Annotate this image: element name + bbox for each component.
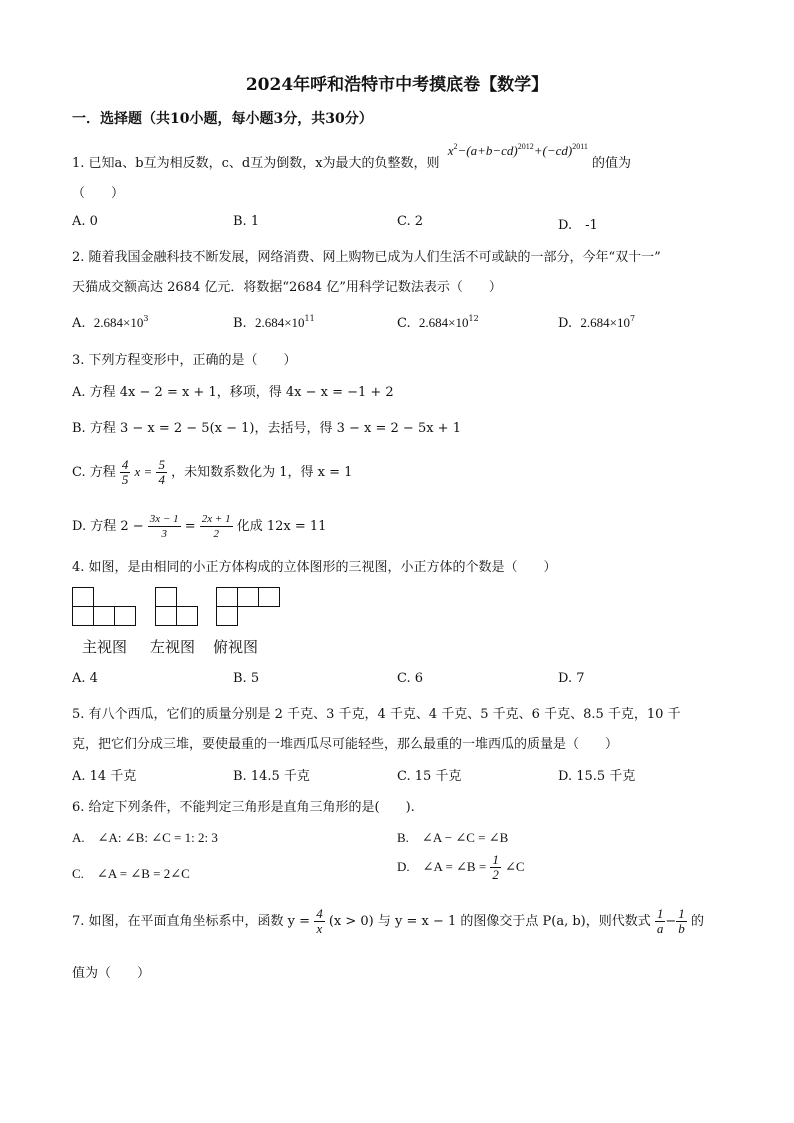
fraction: $\frac{1}{a}$	[656, 906, 664, 936]
q2-line-2: 天猫成交额高达 2684 亿元．将数据“2684 亿”用科学记数法表示（ ）	[72, 280, 502, 295]
q5-option-d: D. 15.5 千克	[558, 769, 636, 784]
q4-option-c: C. 6	[397, 671, 424, 686]
q3-option-c: C. 方程 $\frac{4}{5}$ x = $\frac{5}{4}$ ，未知数系数化为 1，得 x = 1	[72, 457, 353, 487]
square-icon	[216, 606, 238, 626]
q4-stem: 4. 如图，是由相同的小正方体构成的立体图形的三视图，小正方体的个数是（ ）	[72, 560, 557, 575]
q5-line-1: 5. 有八个西瓜，它们的质量分别是 2 千克、3 千克，4 千克、4 千克、5 千克、6 千克、8.5 千克，10 千	[72, 707, 681, 722]
q1-option-d: D. -1	[558, 218, 598, 233]
question-7: 7. 如图，在平面直角坐标系中，函数 y = $\frac{4}{x}$ (x > 0) 与 y = x − 1 的图像交于点 P(a, b)，则代数式 $\frac{1}{a}$ − $\frac{1}{b}$ 的	[72, 906, 704, 936]
q3-option-b: B. 方程 3 − x = 2 − 5(x − 1)，去括号，得 3 − x = 2 − 5x + 1	[72, 421, 461, 436]
question-1	[72, 142, 632, 171]
square-icon	[176, 606, 198, 626]
square-icon	[72, 606, 94, 626]
square-icon	[216, 587, 238, 607]
fraction: $\frac{2x + 1}{2}$	[201, 513, 231, 540]
q4-option-d: D. 7	[558, 671, 585, 686]
square-icon	[237, 587, 259, 607]
fraction: $\frac{4}{x}$	[316, 906, 323, 936]
q1-expression: $x^2-(a+b-cd)^{2012}+(-cd)^{2011}$	[447, 142, 588, 158]
q2-option-c: C. $2.684\times 10^{12}$	[397, 314, 479, 331]
q2-option-b: B. $2.684\times 10^{11}$	[233, 314, 315, 331]
square-icon	[72, 587, 94, 607]
q1-option-c: C. 2	[397, 214, 424, 229]
q1-text: 1. 已知a、b互为相反数，c、d互为倒数，x为最大的负整数，则	[72, 156, 440, 171]
q5-option-a: A. 14 千克	[72, 769, 137, 784]
q3-option-a: A. 方程 4x − 2 = x + 1，移项，得 4x − x = −1 + 2	[72, 385, 394, 400]
q1-option-b: B. 1	[233, 214, 260, 229]
fraction: $\frac{3x - 1}{3}$	[149, 513, 179, 540]
fraction: $\frac{1}{b}$	[678, 906, 685, 936]
q2-line-1: 2. 随着我国金融科技不断发展，网络消费、网上购物已成为人们生活不可或缺的一部分，今年“双十一”	[72, 250, 661, 265]
q6-option-a: A. ∠A: ∠B: ∠C = 1: 2: 3	[72, 830, 218, 845]
square-icon	[155, 606, 177, 626]
q3-option-d: D. 方程 2 − $\frac{3x - 1}{3}$ = $\frac{2x + 1}{2}$ 化成 12x = 11	[72, 513, 327, 540]
square-icon	[93, 606, 115, 626]
fraction: $\frac{4}{5}$	[121, 457, 129, 487]
q3-stem: 3. 下列方程变形中，正确的是（ ）	[72, 353, 297, 368]
q5-line-2: 克，把它们分成三堆，要使最重的一堆西瓜尽可能轻些，那么最重的一堆西瓜的质量是（ ）	[72, 737, 619, 752]
top-view-label: 俯视图	[213, 638, 259, 656]
q4-option-b: B. 5	[233, 671, 260, 686]
square-icon	[258, 587, 280, 607]
square-icon	[155, 587, 177, 607]
square-icon	[114, 606, 136, 626]
q5-option-b: B. 14.5 千克	[233, 769, 310, 784]
q1-tail: 的值为	[592, 156, 632, 171]
q5-option-c: C. 15 千克	[397, 769, 462, 784]
q2-option-d: D. $2.684\times 10^7$	[558, 314, 636, 331]
q6-option-d: D. ∠A = ∠B = $\frac{1}{2}$ ∠C	[397, 852, 525, 882]
q6-option-b: B. ∠A − ∠C = ∠B	[397, 830, 509, 845]
front-view-label: 主视图	[82, 638, 128, 656]
section-heading: 一．选择题（共10小题，每小题3分，共30分）	[72, 111, 373, 127]
fraction: $\frac{5}{4}$	[158, 457, 165, 487]
q1-paren: （ ）	[72, 186, 125, 201]
q7-line-2: 值为（ ）	[72, 966, 151, 981]
q2-option-a: A. $2.684\times 10^3$	[72, 314, 149, 331]
left-view-label: 左视图	[150, 638, 196, 656]
q1-option-a: A. 0	[72, 214, 98, 229]
q6-stem: 6. 给定下列条件，不能判定三角形是直角三角形的是( ).	[72, 800, 415, 815]
q6-option-c: C. ∠A = ∠B = 2∠C	[72, 866, 190, 881]
fraction: $\frac{1}{2}$	[492, 852, 499, 882]
q4-option-a: A. 4	[72, 671, 98, 686]
page-title: 2024年呼和浩特市中考摸底卷【数学】	[245, 75, 549, 95]
